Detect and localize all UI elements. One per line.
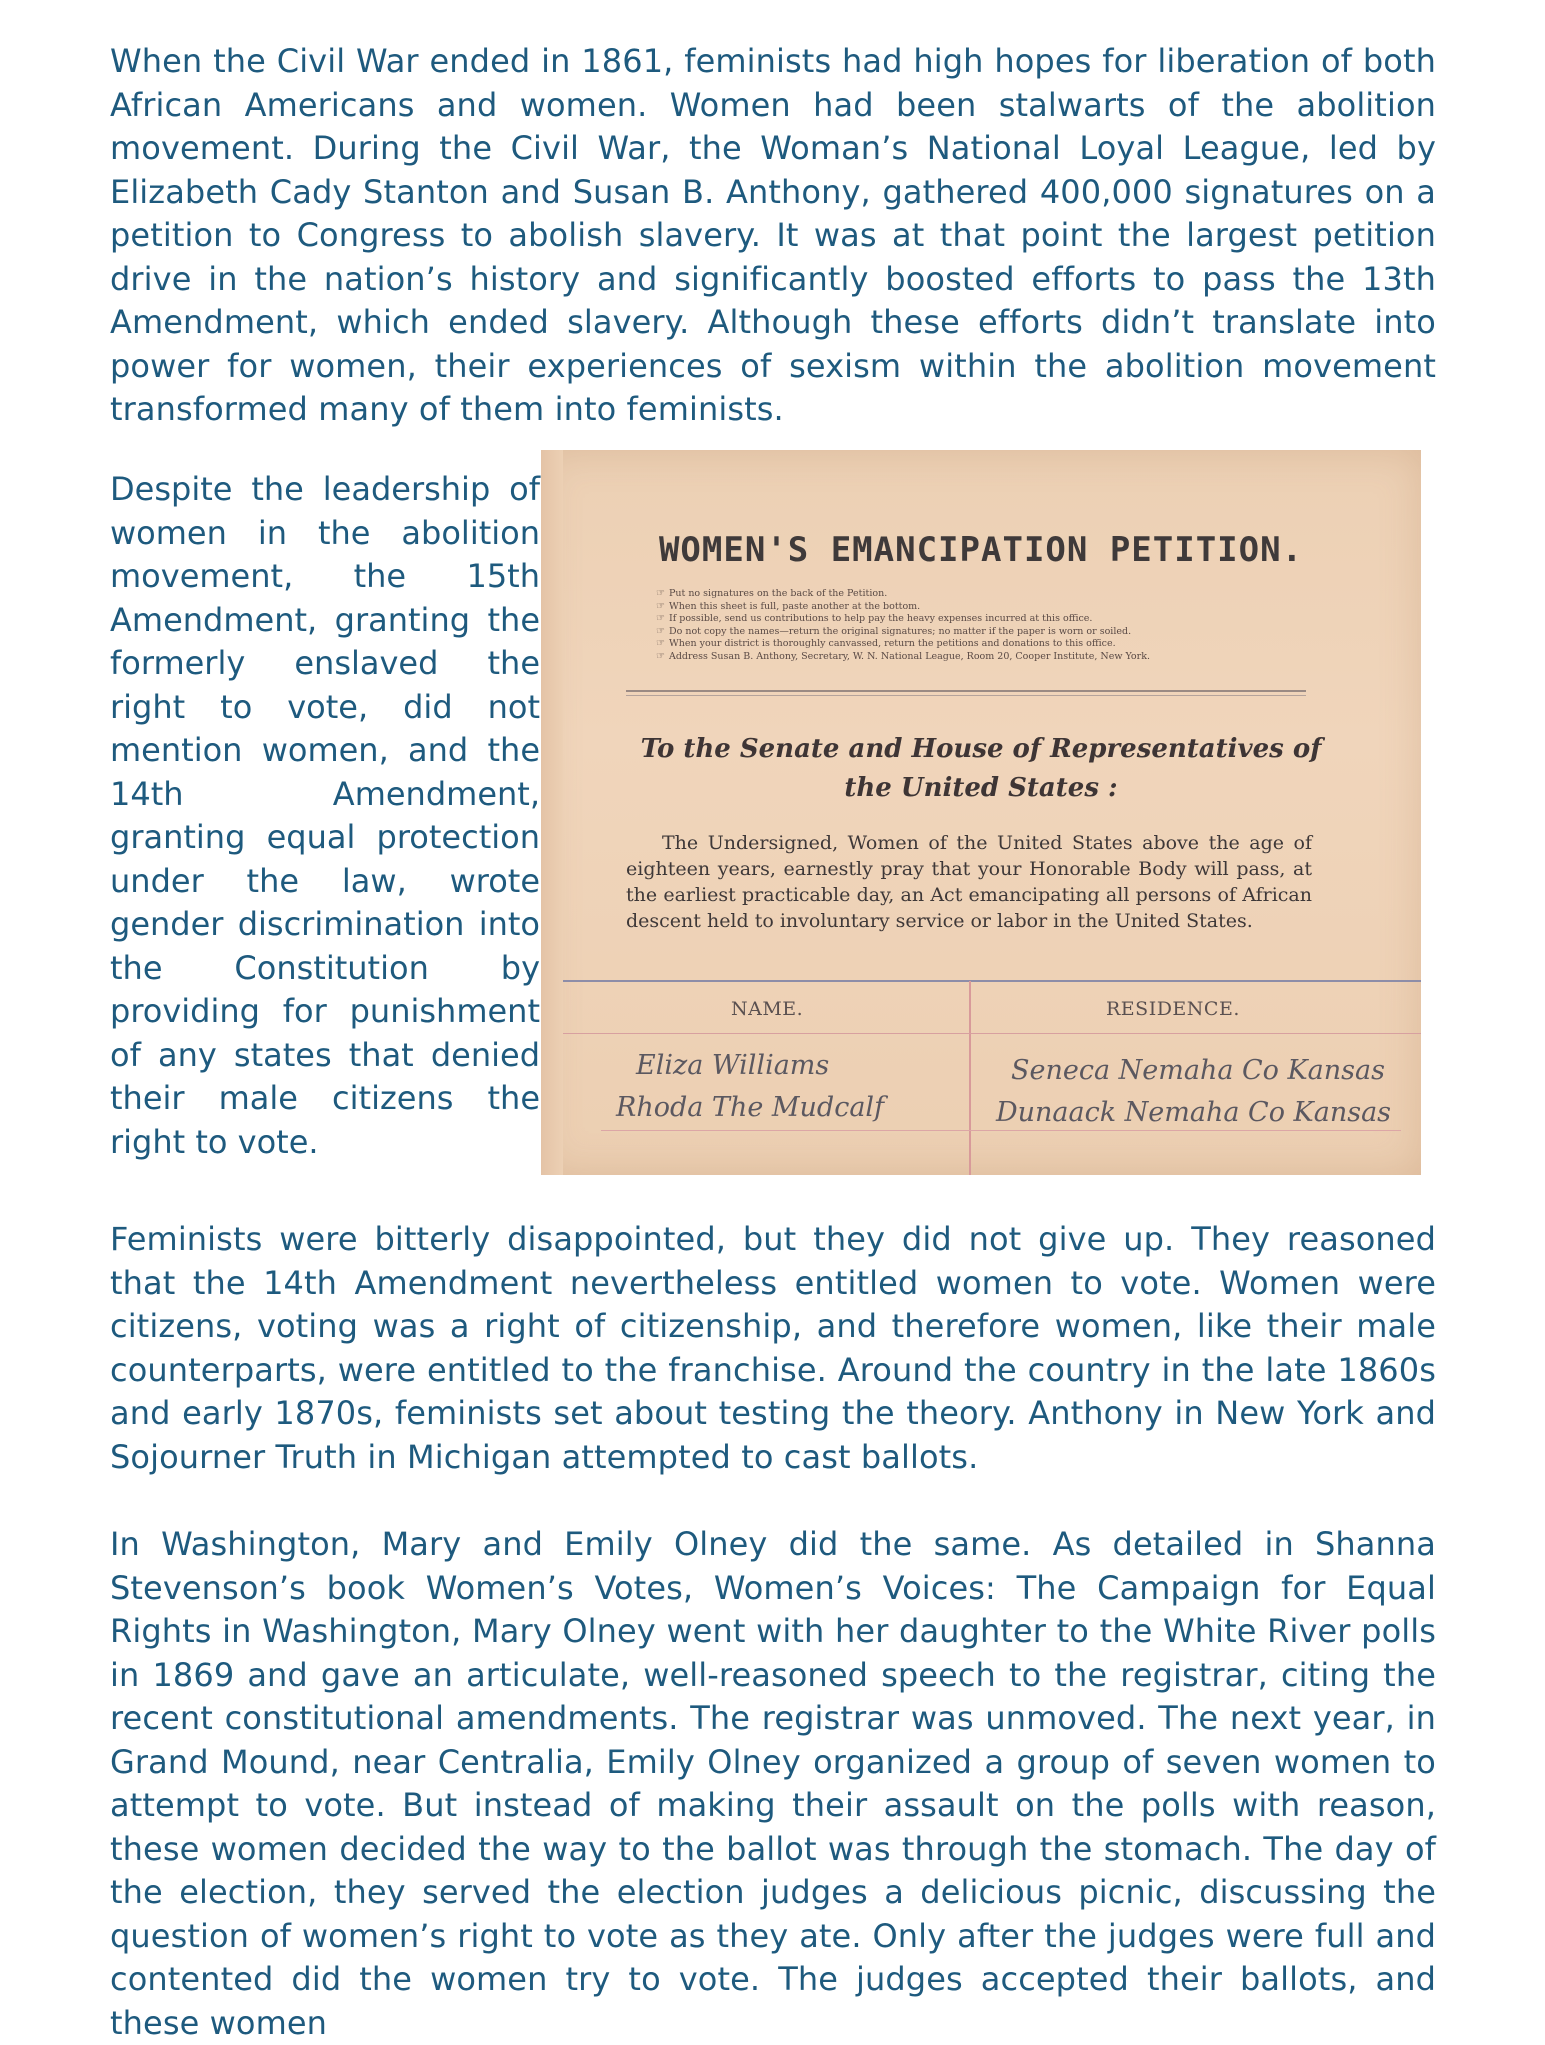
signature-residence: Dunaack Nemaha Co Kansas	[996, 1097, 1392, 1128]
petition-rule: ☞ If possible, send us contributions to help pay the heavy expenses incurred at this office.	[656, 613, 1093, 624]
petition-rules	[656, 588, 1296, 663]
paragraph-amendments: Despite the leadership of women in the abolition movement, the 15th Amendment, granting the formerly enslaved the right to vote, did not mention women, and the 14th Amendment, granting equal protection under the law, wrote gender discrimination into the Constitution by providing for punishment of any states that denied their male citizens the right to vote.	[110, 470, 540, 1161]
pointing-hand-icon: ☞	[656, 588, 665, 599]
divider	[563, 1033, 1421, 1034]
pointing-hand-icon: ☞	[656, 613, 665, 624]
column-header-name: NAME.	[731, 998, 804, 1020]
signature-name: Eliza Williams	[636, 1050, 830, 1081]
petition-rule: ☞ Address Susan B. Anthony, Secretary, W. N. National League, Room 20, Cooper Institute, New York.	[656, 650, 1150, 662]
petition-rule: ☞ When this sheet is full, paste another at the bottom.	[656, 600, 921, 612]
pointing-hand-icon: ☞	[656, 600, 665, 612]
divider	[563, 980, 1421, 982]
paragraph-olney: In Washington, Mary and Emily Olney did the same. As detailed in Shanna Stevenson’s book Women’s Votes, Women’s Voices: The Campaign for Equal Rights in Washington, Mary Olney went with her daughter to the White River polls in 1869 and gave an articulate, well-reasoned speech to the registrar, citing the recent constitutional amendments. The registrar was unmoved. The next year, in Grand Mound, near Centralia, Emily Olney organized a group of seven women to attempt to vote. But instead of making their assault on the polls with reason, these women decided the way to the ballot was through the stomach. The day of the election, they served the election judges a delicious picnic, discussing the question of women’s right to vote as they ate. Only after the judges were full and contented did the women try to vote. The judges accepted their ballots, and these women	[110, 1525, 1436, 2042]
petition-title: WOMEN'S EMANCIPATION PETITION.	[658, 530, 1304, 570]
petition-body: The Undersigned, Women of the United States above the age of eighteen years, earnestly pray that your Honorable Body will pass, at the earliest practicable day, an Act emancipating all persons of African descent held to involuntary service or labor in the United States.	[626, 832, 1312, 932]
signature-line	[601, 1130, 1401, 1131]
petition-rule: ☞ When your district is thoroughly canvassed, return the petitions and donations to this office.	[656, 638, 1116, 649]
paragraph-civil-war: When the Civil War ended in 1861, feminists had high hopes for liberation of both African Americans and women. Women had been stalwarts of the abolition movement. During the Civil War, the Woman’s National Loyal League, led by Elizabeth Cady Stanton and Susan B. Anthony, gathered 400,000 signatures on a petition to Congress to abolish slavery. It was at that point the largest petition drive in the nation’s history and significantly boosted efforts to pass the 13th Amendment, which ended slavery. Although these efforts didn’t translate into power for women, their experiences of sexism within the abolition movement transformed many of them into feminists.	[110, 42, 1436, 428]
column-header-residence: RESIDENCE.	[1106, 998, 1240, 1020]
signature-name: Rhoda The Mudcalf	[616, 1092, 885, 1123]
divider	[626, 690, 1306, 696]
petition-image	[541, 450, 1421, 1175]
pointing-hand-icon: ☞	[656, 625, 665, 637]
paragraph-feminists-testing: Feminists were bitterly disappointed, but they did not give up. They reasoned that the 14th Amendment nevertheless entitled women to vote. Women were citizens, voting was a right of citizenship, and therefore women, like their male counterparts, were entitled to the franchise. Around the country in the late 1860s and early 1870s, feminists set about testing the theory. Anthony in New York and Sojourner Truth in Michigan attempted to cast ballots.	[110, 1220, 1436, 1476]
column-divider	[969, 981, 971, 1175]
petition-address	[541, 730, 1421, 808]
address-line: the United States :	[844, 773, 1118, 803]
address-line: To the Senate and House of Representatives of	[640, 734, 1322, 764]
petition-rule: ☞ Put no signatures on the back of the Petition.	[656, 588, 888, 599]
pointing-hand-icon: ☞	[656, 650, 665, 662]
signature-residence: Seneca Nemaha Co Kansas	[1011, 1055, 1385, 1086]
pointing-hand-icon: ☞	[656, 638, 665, 649]
petition-rule: ☞ Do not copy the names—return the original signatures; no matter if the paper is worn or soiled.	[656, 625, 1132, 637]
